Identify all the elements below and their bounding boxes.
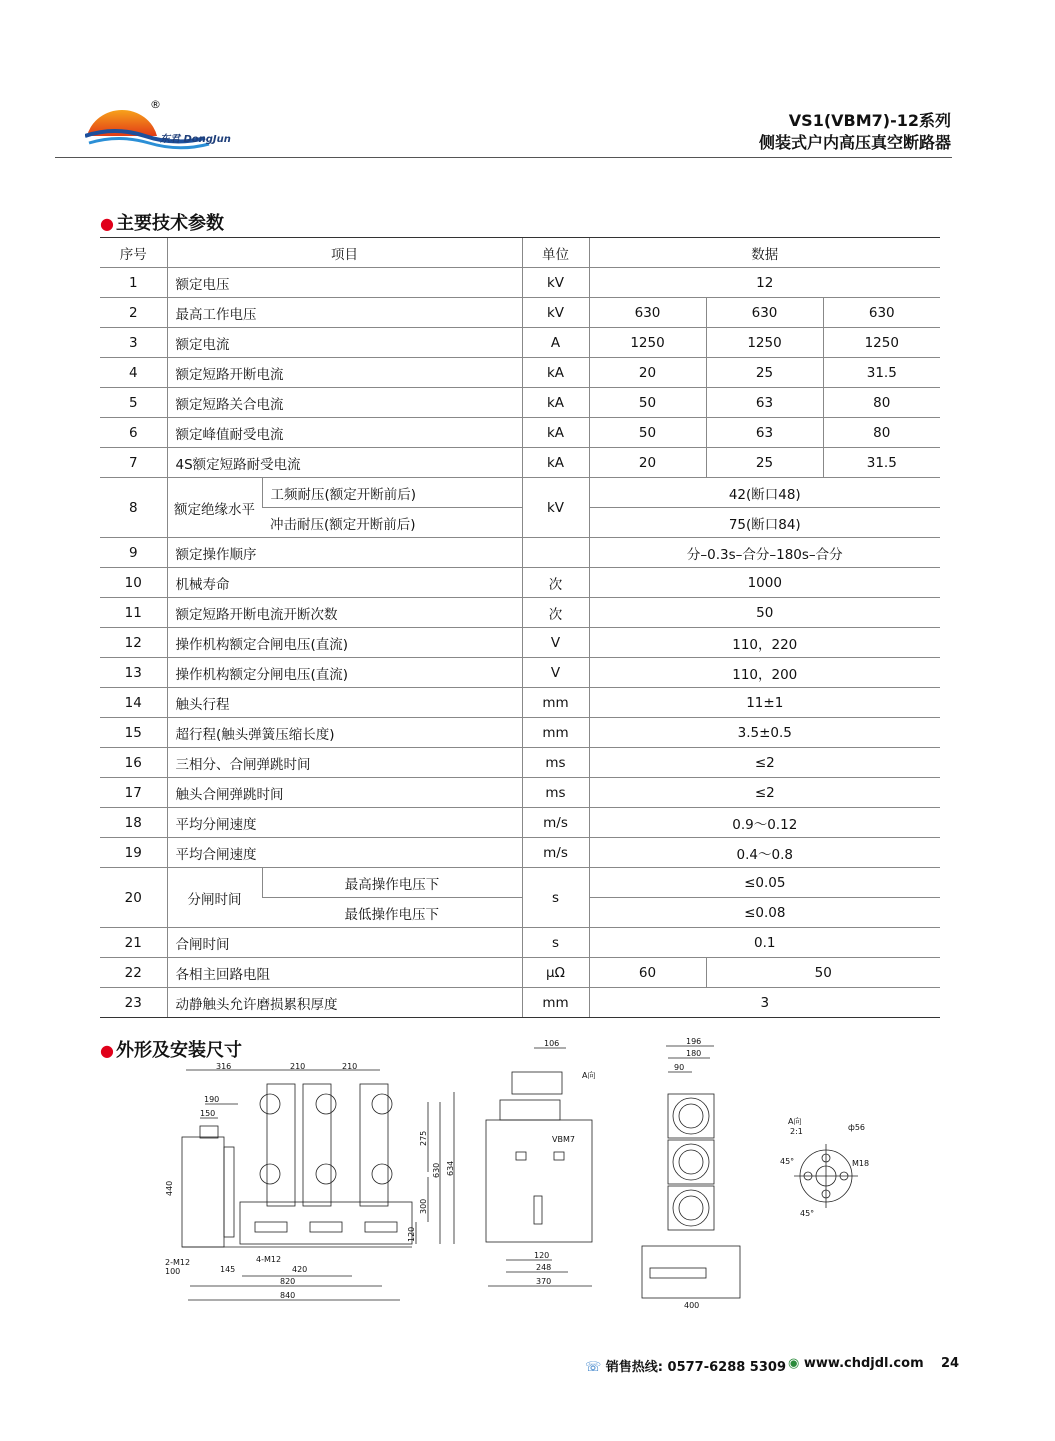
row-value: 50 — [589, 598, 940, 628]
dim-420: 420 — [292, 1265, 308, 1274]
row-value: 0.4～0.8 — [589, 838, 940, 868]
row-unit: μΩ — [522, 958, 589, 988]
dim-4m12: 4-M12 — [256, 1255, 282, 1264]
row-value: 630 — [589, 298, 706, 328]
row-no: 16 — [100, 748, 167, 778]
row-value: 12 — [589, 268, 940, 298]
row-unit: mm — [522, 688, 589, 718]
website-link[interactable]: ◉ www.chdjdl.com — [788, 1356, 924, 1371]
table-row — [100, 598, 940, 628]
row-unit: kA — [522, 388, 589, 418]
bullet-icon: ● — [100, 1041, 114, 1060]
globe-icon: ◉ — [788, 1356, 800, 1371]
row-unit: 次 — [522, 598, 589, 628]
row-value: ≤0.05 — [589, 868, 940, 898]
row-no: 11 — [100, 598, 167, 628]
dim-145: 145 — [220, 1265, 236, 1274]
row-item: 额定短路开断电流开断次数 — [167, 598, 522, 628]
row-value: 75(断口84) — [589, 508, 940, 538]
row-value: 110，200 — [589, 658, 940, 688]
row-no: 3 — [100, 328, 167, 358]
row-unit: V — [522, 628, 589, 658]
dim-phi56: ф56 — [848, 1123, 866, 1132]
row-no: 18 — [100, 808, 167, 838]
row-value: 60 — [589, 958, 706, 988]
row-unit: V — [522, 658, 589, 688]
row-value: 0.9～0.12 — [589, 808, 940, 838]
row-value: 20 — [589, 358, 706, 388]
row-no: 9 — [100, 538, 167, 568]
table-header-row — [100, 238, 940, 268]
row-no: 4 — [100, 358, 167, 388]
row-item: 三相分、合闸弹跳时间 — [167, 748, 522, 778]
row-unit: ms — [522, 778, 589, 808]
dim-300: 300 — [419, 1198, 428, 1214]
row-no: 15 — [100, 718, 167, 748]
row-unit: mm — [522, 718, 589, 748]
dim-m18: M18 — [852, 1159, 870, 1168]
row-unit: kV — [522, 478, 589, 538]
row-no: 23 — [100, 988, 167, 1018]
row-item: 操作机构额定合闸电压(直流) — [167, 628, 522, 658]
row-no: 21 — [100, 928, 167, 958]
row-value: 630 — [706, 298, 823, 328]
row-value: 630 — [823, 298, 940, 328]
row-no: 17 — [100, 778, 167, 808]
row-value: 50 — [589, 418, 706, 448]
row-unit: kV — [522, 268, 589, 298]
dim-210b: 210 — [342, 1062, 358, 1071]
row-item: 额定短路开断电流 — [167, 358, 522, 388]
table-row — [100, 628, 940, 658]
row-no: 19 — [100, 838, 167, 868]
header-no: 序号 — [100, 238, 167, 268]
table-row — [100, 868, 940, 898]
row-value: 80 — [823, 388, 940, 418]
table-row — [100, 418, 940, 448]
row-unit: kA — [522, 418, 589, 448]
dim-248: 248 — [536, 1263, 552, 1272]
row-item: 额定绝缘水平 — [167, 478, 262, 538]
table-row — [100, 358, 940, 388]
row-item: 额定电流 — [167, 328, 522, 358]
header-unit: 单位 — [522, 238, 589, 268]
table-row — [100, 388, 940, 418]
table-row — [100, 658, 940, 688]
dim-820: 820 — [280, 1277, 296, 1286]
table-row — [100, 958, 940, 988]
row-subitem: 最低操作电压下 — [262, 898, 522, 928]
row-unit: m/s — [522, 838, 589, 868]
section-specs-heading: ● 主要技术参数 — [100, 213, 224, 234]
row-value: ≤2 — [589, 778, 940, 808]
row-no: 20 — [100, 868, 167, 928]
dim-150: 150 — [200, 1109, 216, 1118]
brand-name: 东君 DongJun — [160, 134, 231, 145]
angle-45b: 45° — [800, 1209, 815, 1218]
dim-120-side: 120 — [534, 1251, 550, 1260]
table-row — [100, 478, 940, 508]
table-row — [100, 448, 940, 478]
row-unit: kA — [522, 358, 589, 388]
product-name-title: 侧装式户内高压真空断路器 — [758, 133, 951, 152]
row-no: 6 — [100, 418, 167, 448]
row-item: 动静触头允许磨损累积厚度 — [167, 988, 522, 1018]
table-row — [100, 538, 940, 568]
row-unit: kA — [522, 448, 589, 478]
row-item: 额定短路关合电流 — [167, 388, 522, 418]
dim-840: 840 — [280, 1291, 296, 1300]
row-no: 10 — [100, 568, 167, 598]
detail-scale: 2:1 — [790, 1127, 803, 1136]
row-item: 合闸时间 — [167, 928, 522, 958]
dim-316: 316 — [216, 1062, 232, 1071]
product-series-title: VS1(VBM7)-12系列 — [788, 111, 951, 130]
row-item: 4S额定短路耐受电流 — [167, 448, 522, 478]
row-no: 5 — [100, 388, 167, 418]
row-no: 1 — [100, 268, 167, 298]
row-subitem: 最高操作电压下 — [262, 868, 522, 898]
spec-table — [100, 237, 940, 1018]
row-unit: s — [522, 868, 589, 928]
row-no: 7 — [100, 448, 167, 478]
dim-120: 120 — [407, 1226, 416, 1242]
dim-370: 370 — [536, 1277, 552, 1286]
header-data: 数据 — [589, 238, 940, 268]
row-subitem: 工频耐压(额定开断前后) — [262, 478, 522, 508]
row-value: 31.5 — [823, 358, 940, 388]
row-unit: s — [522, 928, 589, 958]
side-view-drawing — [482, 1036, 602, 1298]
row-value: 63 — [706, 388, 823, 418]
dim-196: 196 — [686, 1037, 702, 1046]
row-unit: mm — [522, 988, 589, 1018]
row-item: 最高工作电压 — [167, 298, 522, 328]
table-row — [100, 718, 940, 748]
row-item: 平均合闸速度 — [167, 838, 522, 868]
bullet-icon: ● — [100, 214, 114, 233]
row-value: 11±1 — [589, 688, 940, 718]
table-row — [100, 928, 940, 958]
row-no: 14 — [100, 688, 167, 718]
row-value: 25 — [706, 448, 823, 478]
dim-634: 634 — [446, 1160, 455, 1176]
row-unit: ms — [522, 748, 589, 778]
row-unit: kV — [522, 298, 589, 328]
row-item: 机械寿命 — [167, 568, 522, 598]
row-item: 超行程(触头弹簧压缩长度) — [167, 718, 522, 748]
row-value: 50 — [589, 388, 706, 418]
table-row — [100, 748, 940, 778]
header-divider — [55, 157, 952, 158]
row-unit: A — [522, 328, 589, 358]
table-row — [100, 838, 940, 868]
angle-45a: 45° — [780, 1157, 795, 1166]
table-row — [100, 568, 940, 598]
dim-275: 275 — [419, 1130, 428, 1146]
row-value: 0.1 — [589, 928, 940, 958]
table-row — [100, 328, 940, 358]
row-value: 31.5 — [823, 448, 940, 478]
table-row — [100, 808, 940, 838]
row-value: 63 — [706, 418, 823, 448]
dim-100: 100 — [165, 1267, 181, 1276]
row-value: 20 — [589, 448, 706, 478]
row-no: 12 — [100, 628, 167, 658]
dim-210a: 210 — [290, 1062, 306, 1071]
table-row — [100, 298, 940, 328]
row-item: 各相主回路电阻 — [167, 958, 522, 988]
rear-view-drawing — [640, 1036, 744, 1316]
dim-2m12: 2-M12 — [165, 1258, 191, 1267]
detail-a-drawing — [780, 1110, 880, 1220]
row-item: 触头行程 — [167, 688, 522, 718]
model-label: VBM7 — [552, 1135, 575, 1144]
row-value: 1000 — [589, 568, 940, 598]
row-value: 3.5±0.5 — [589, 718, 940, 748]
row-unit: m/s — [522, 808, 589, 838]
row-item: 分闸时间 — [167, 868, 262, 928]
header-item: 项目 — [167, 238, 522, 268]
row-value: 50 — [706, 958, 940, 988]
row-unit: 次 — [522, 568, 589, 598]
dim-190: 190 — [204, 1095, 220, 1104]
row-value: ≤0.08 — [589, 898, 940, 928]
dim-106: 106 — [544, 1039, 560, 1048]
row-value: 分–0.3s–合分–180s–合分 — [589, 538, 940, 568]
row-value: 3 — [589, 988, 940, 1018]
row-item: 触头合闸弹跳时间 — [167, 778, 522, 808]
row-unit — [522, 538, 589, 568]
row-value: 110，220 — [589, 628, 940, 658]
table-row — [100, 778, 940, 808]
row-item: 额定电压 — [167, 268, 522, 298]
row-item: 额定峰值耐受电流 — [167, 418, 522, 448]
dim-180: 180 — [686, 1049, 702, 1058]
row-item: 平均分闸速度 — [167, 808, 522, 838]
registered-mark: ® — [150, 98, 161, 111]
row-no: 22 — [100, 958, 167, 988]
row-value: 1250 — [589, 328, 706, 358]
detail-a-title: A向 — [788, 1117, 802, 1126]
front-view-drawing — [160, 1062, 470, 1312]
row-subitem: 冲击耐压(额定开断前后) — [262, 508, 522, 538]
row-value: ≤2 — [589, 748, 940, 778]
row-item: 操作机构额定分闸电压(直流) — [167, 658, 522, 688]
table-row — [100, 268, 940, 298]
hotline: ☏ 销售热线: 0577-6288 5309 — [585, 1360, 786, 1375]
dim-630: 630 — [432, 1162, 441, 1178]
dim-440: 440 — [165, 1180, 174, 1196]
row-value: 80 — [823, 418, 940, 448]
row-value: 1250 — [706, 328, 823, 358]
row-value: 42(断口48) — [589, 478, 940, 508]
dim-90: 90 — [674, 1063, 685, 1072]
row-no: 8 — [100, 478, 167, 538]
company-logo — [85, 96, 245, 156]
phone-icon: ☏ — [585, 1360, 602, 1375]
row-no: 2 — [100, 298, 167, 328]
table-row — [100, 988, 940, 1018]
arrow-a-label: A向 — [582, 1071, 596, 1080]
row-item: 额定操作顺序 — [167, 538, 522, 568]
row-value: 1250 — [823, 328, 940, 358]
row-value: 25 — [706, 358, 823, 388]
dim-400: 400 — [684, 1301, 700, 1310]
row-no: 13 — [100, 658, 167, 688]
page-number: 24 — [941, 1356, 960, 1371]
table-row — [100, 688, 940, 718]
section-dims-heading: ● 外形及安装尺寸 — [100, 1040, 242, 1061]
